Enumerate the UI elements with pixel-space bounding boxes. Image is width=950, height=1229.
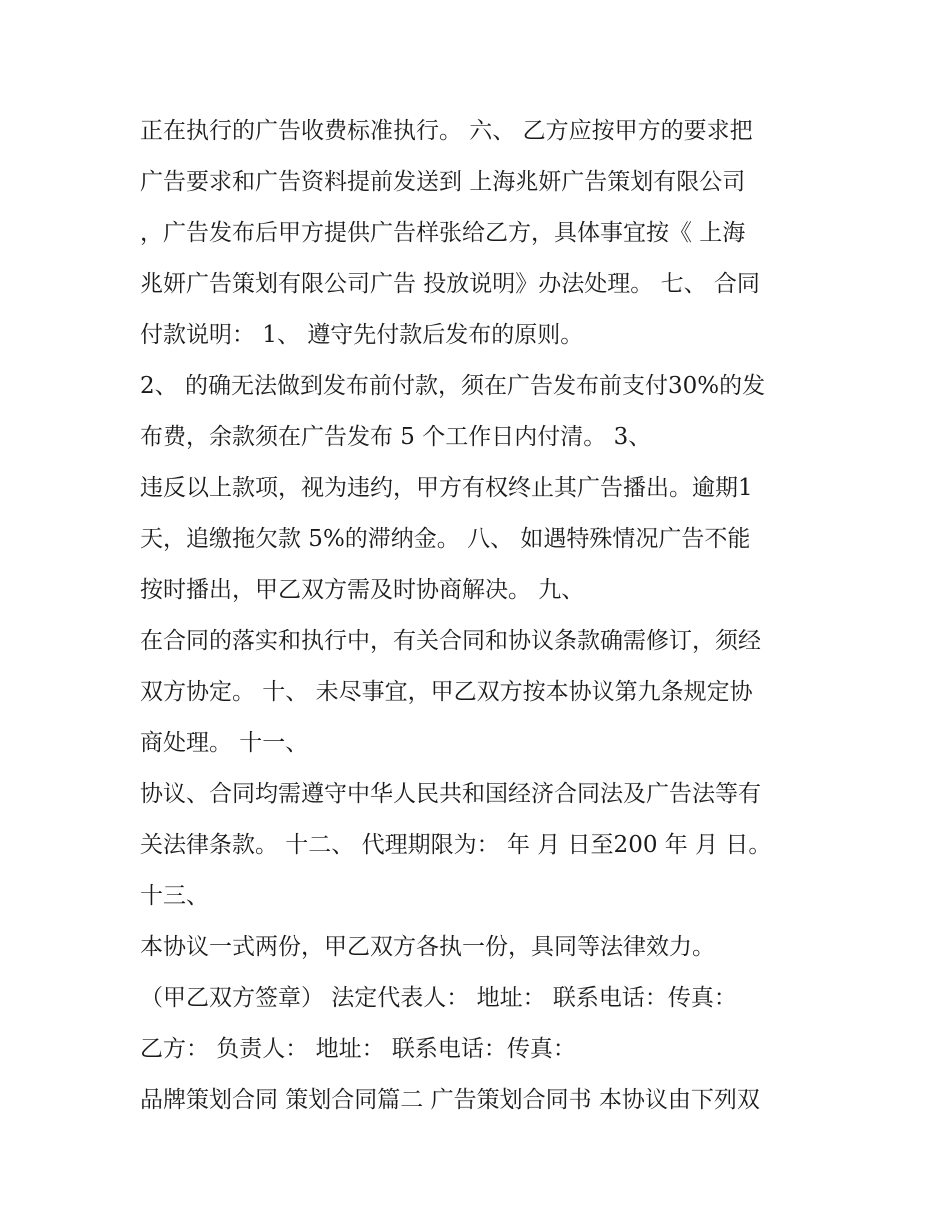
text-line: 天，追缴拖欠款 5%的滞纳金。 八、 如遇特殊情况广告不能 <box>140 526 751 552</box>
text-line: （甲乙双方签章） 法定代表人： 地址： 联系电话：传真： <box>140 985 737 1011</box>
text-line: 广告要求和广告资料提前发送到 上海兆妍广告策划有限公司 <box>140 169 746 195</box>
text-line: 双方协定。 十、 未尽事宜，甲乙双方按本协议第九条规定协 <box>140 679 753 705</box>
text-line: 兆妍广告策划有限公司广告 投放说明》办法处理。 七、 合同 <box>140 271 760 297</box>
text-line: 2、 的确无法做到发布前付款，须在广告发布前支付30%的发 <box>140 373 766 399</box>
text-line: 商处理。 十一、 <box>140 730 309 756</box>
text-line: 协议、合同均需遵守中华人民共和国经济合同法及广告法等有 <box>140 781 761 807</box>
text-line: 乙方： 负责人： 地址： 联系电话：传真： <box>140 1036 576 1062</box>
text-line: 十三、 <box>140 883 209 909</box>
text-line: 本协议一式两份，甲乙双方各执一份，具同等法律效力。 <box>140 934 715 960</box>
text-line: 正在执行的广告收费标准执行。 六、 乙方应按甲方的要求把 <box>140 118 753 144</box>
text-line: 品牌策划合同 策划合同篇二 广告策划合同书 本协议由下列双 <box>140 1087 760 1113</box>
text-line: 违反以上款项，视为违约，甲方有权终止其广告播出。逾期1 <box>140 475 753 501</box>
text-line: ，广告发布后甲方提供广告样张给乙方，具体事宜按《 上海 <box>140 220 746 246</box>
text-line: 布费，余款须在广告发布 5 个工作日内付清。 3、 <box>140 424 652 450</box>
text-line: 付款说明： 1、 遵守先付款后发布的原则。 <box>140 322 584 348</box>
text-line: 关法律条款。 十二、 代理期限为： 年 月 日至200 年 月 日。 <box>140 832 772 858</box>
text-line: 按时播出，甲乙双方需及时协商解决。 九、 <box>140 577 585 603</box>
document-body <box>140 106 820 1126</box>
text-line: 在合同的落实和执行中，有关合同和协议条款确需修订，须经 <box>140 628 761 654</box>
